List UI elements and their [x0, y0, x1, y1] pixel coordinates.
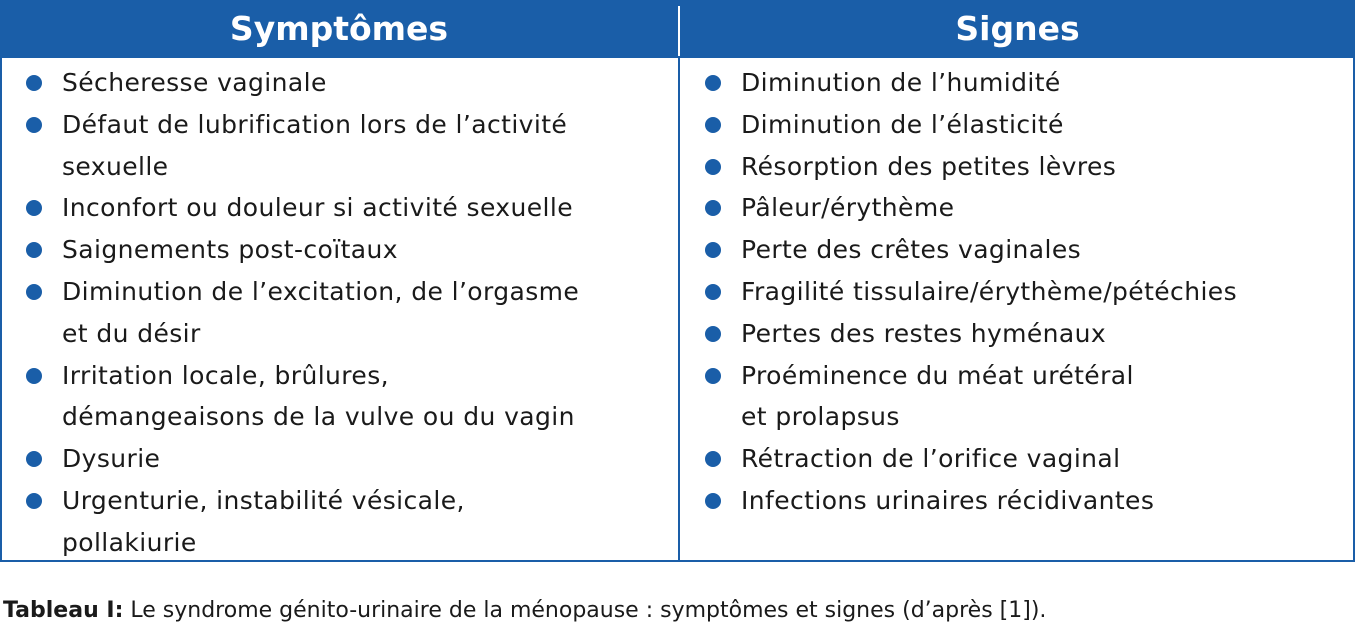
bullet-icon — [26, 368, 42, 384]
signes-item — [703, 104, 1343, 146]
signes-item — [703, 438, 1343, 480]
caption-text: Le syndrome génito-urinaire de la ménopause : symptômes et signes (d’après [1]). — [123, 598, 1047, 623]
bullet-icon — [705, 159, 721, 175]
signes-item-text: Fragilité tissulaire/érythème/pétéchies — [741, 276, 1237, 306]
signes-list — [703, 62, 1343, 522]
bullet-icon — [26, 451, 42, 467]
symptomes-item — [24, 62, 664, 104]
bullet-icon — [705, 75, 721, 91]
symptomes-item-text: Inconfort ou douleur si activité sexuelle — [62, 193, 573, 223]
symptomes-item-text: Diminution de l’excitation, de l’orgasme et du désir — [62, 276, 580, 348]
signes-item-text: Résorption des petites lèvres — [741, 151, 1117, 181]
symptomes-item — [24, 229, 664, 271]
bullet-icon — [705, 242, 721, 258]
signes-item — [703, 62, 1343, 104]
symptomes-item — [24, 480, 664, 564]
header-signes: Signes — [955, 9, 1080, 48]
bullet-icon — [26, 117, 42, 133]
signes-item — [703, 480, 1343, 522]
signes-item — [703, 187, 1343, 229]
symptomes-item — [24, 438, 664, 480]
bullet-icon — [26, 493, 42, 509]
symptomes-item-text: Urgenturie, instabilité vésicale, pollakiurie — [62, 485, 465, 557]
symptomes-item — [24, 104, 664, 188]
bullet-icon — [705, 368, 721, 384]
symptomes-item-text: Saignements post-coïtaux — [62, 235, 398, 265]
bullet-icon — [26, 75, 42, 91]
bullet-icon — [705, 326, 721, 342]
symptomes-item-text: Dysurie — [62, 444, 161, 474]
symptomes-item — [24, 355, 664, 439]
bullet-icon — [705, 117, 721, 133]
signes-item-text: Diminution de l’humidité — [741, 68, 1061, 97]
table-caption — [3, 598, 1046, 623]
signes-item — [703, 229, 1343, 271]
symptomes-item-text: Défaut de lubrification lors de l’activité sexuelle — [62, 109, 568, 181]
signes-item-text: Diminution de l’élasticité — [741, 109, 1064, 139]
bullet-icon — [26, 284, 42, 300]
signes-item-text: Rétraction de l’orifice vaginal — [741, 444, 1121, 474]
bullet-icon — [26, 242, 42, 258]
bullet-icon — [705, 451, 721, 467]
caption-label: Tableau I: — [3, 598, 124, 623]
signes-item-text: Pertes des restes hyménaux — [741, 318, 1107, 348]
signes-item-text: Pâleur/érythème — [741, 193, 955, 223]
table-header — [0, 0, 1355, 58]
symptomes-item-text: Irritation locale, brûlures, démangeaisons de la vulve ou du vagin — [62, 360, 575, 432]
bullet-icon — [705, 200, 721, 216]
bullet-icon — [705, 284, 721, 300]
signes-item-text: Perte des crêtes vaginales — [741, 235, 1082, 265]
symptomes-item — [24, 187, 664, 229]
header-symptomes: Symptômes — [229, 9, 449, 48]
symptomes-list — [24, 62, 664, 564]
signes-item — [703, 146, 1343, 188]
signes-item-text: Proéminence du méat urétéral et prolapsus — [741, 360, 1134, 432]
symptomes-item — [24, 271, 664, 355]
bullet-icon — [705, 493, 721, 509]
symptomes-item-text: Sécheresse vaginale — [62, 68, 327, 97]
signes-item — [703, 313, 1343, 355]
signes-item-text: Infections urinaires récidivantes — [741, 485, 1155, 515]
bullet-icon — [26, 200, 42, 216]
signes-item — [703, 355, 1343, 439]
signes-item — [703, 271, 1343, 313]
column-divider — [678, 58, 680, 562]
